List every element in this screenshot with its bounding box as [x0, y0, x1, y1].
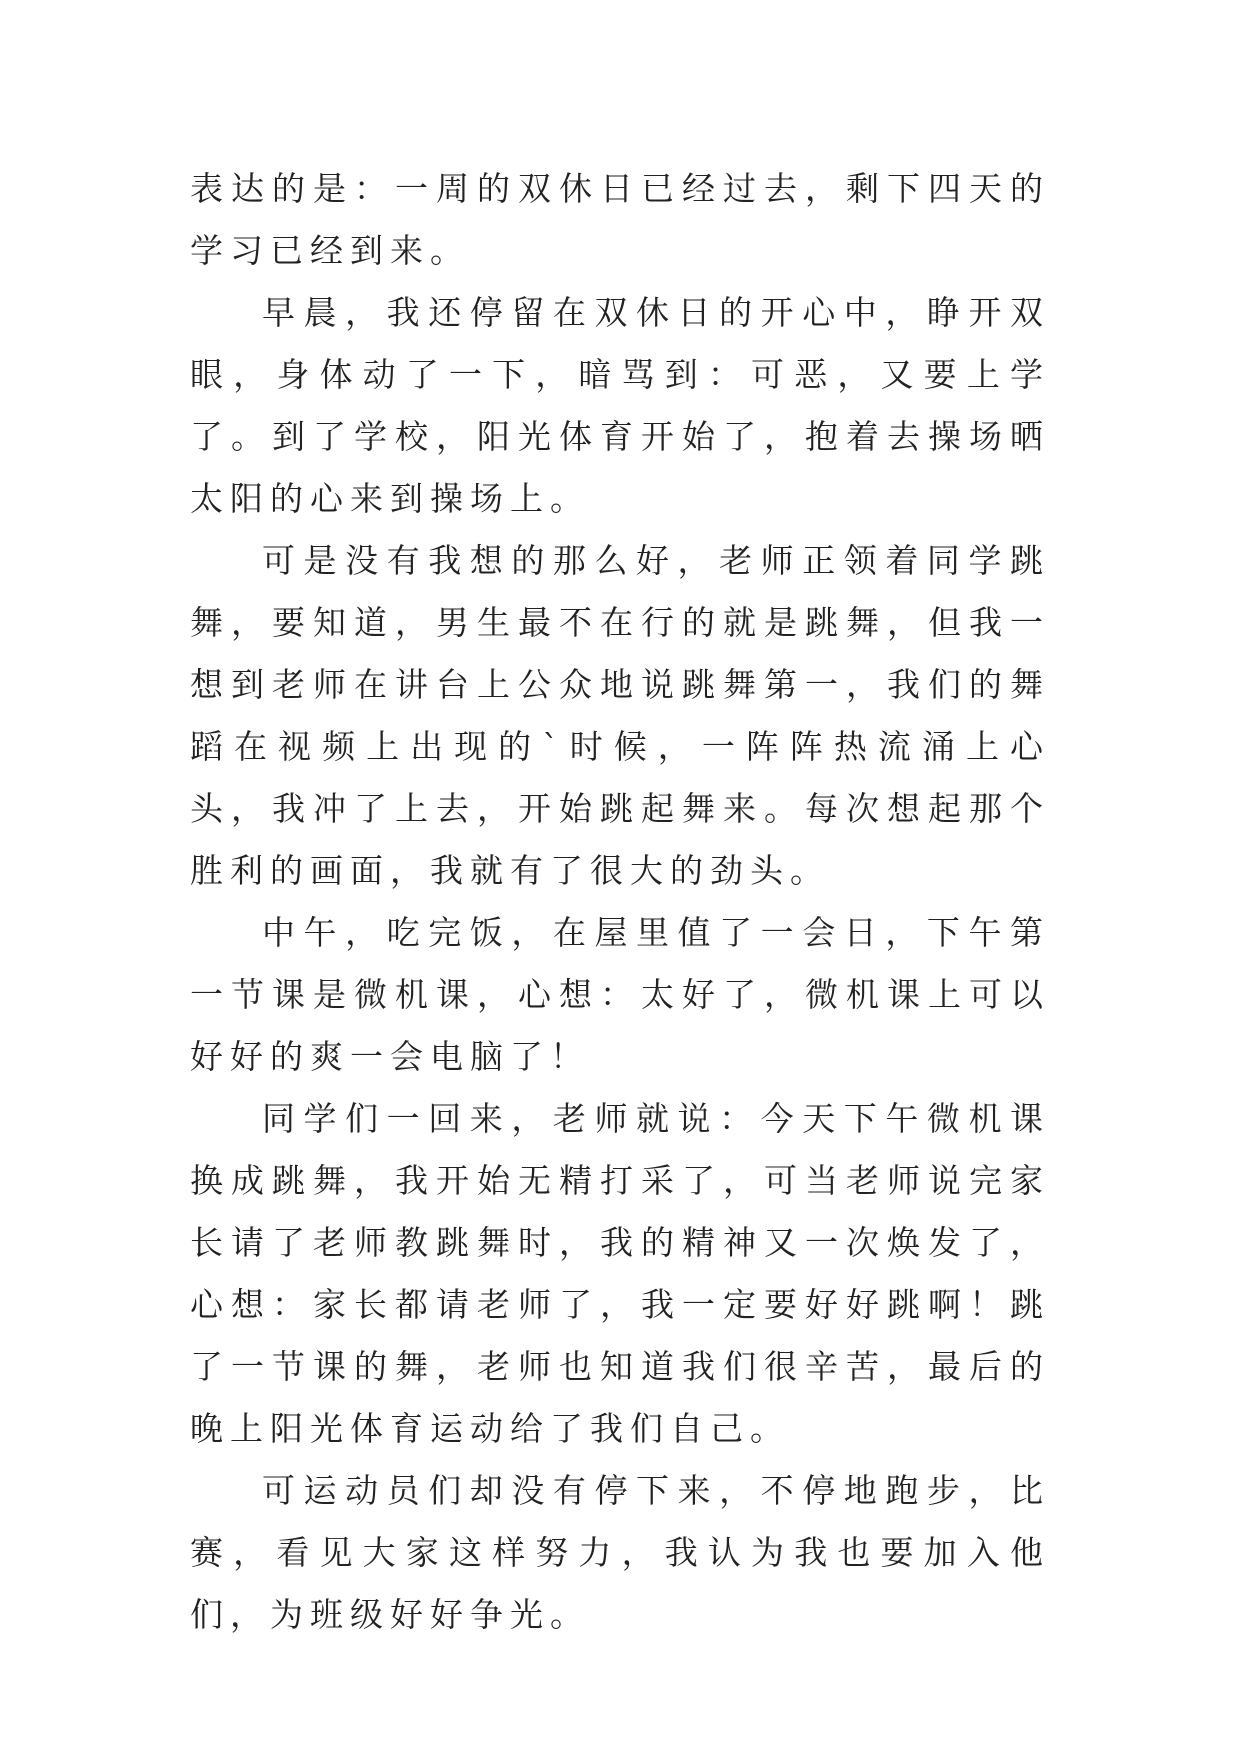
paragraph-4: 中午，吃完饭，在屋里值了一会日，下午第一节课是微机课，心想：太好了，微机课上可以好好的爽一会电脑了！: [190, 913, 1050, 1076]
paragraph-2: 早晨，我还停留在双休日的开心中，睁开双眼，身体动了一下，暗骂到：可恶，又要上学了。到了学校，阳光体育开始了，抱着去操场晒太阳的心来到操场上。: [190, 293, 1050, 518]
paragraph-1: 表达的是：一周的双休日已经过去，剩下四天的学习已经到来。: [190, 169, 1050, 270]
paragraph-3: 可是没有我想的那么好，老师正领着同学跳舞，要知道，男生最不在行的就是跳舞，但我一想到老师在讲台上公众地说跳舞第一，我们的舞蹈在视频上出现的`时候，一阵阵热流涌上心头，我冲了上去，开始跳起舞来。每次想起那个胜利的画面，我就有了很大的劲头。: [190, 541, 1050, 890]
paragraph-6: 可运动员们却没有停下来，不停地跑步，比赛，看见大家这样努力，我认为我也要加入他们，为班级好好争光。: [190, 1471, 1050, 1634]
document-body: [190, 158, 1050, 1646]
paragraph-5: 同学们一回来，老师就说：今天下午微机课换成跳舞，我开始无精打采了，可当老师说完家长请了老师教跳舞时，我的精神又一次焕发了，心想：家长都请老师了，我一定要好好跳啊！跳了一节课的舞，老师也知道我们很辛苦，最后的晚上阳光体育运动给了我们自己。: [190, 1099, 1050, 1448]
